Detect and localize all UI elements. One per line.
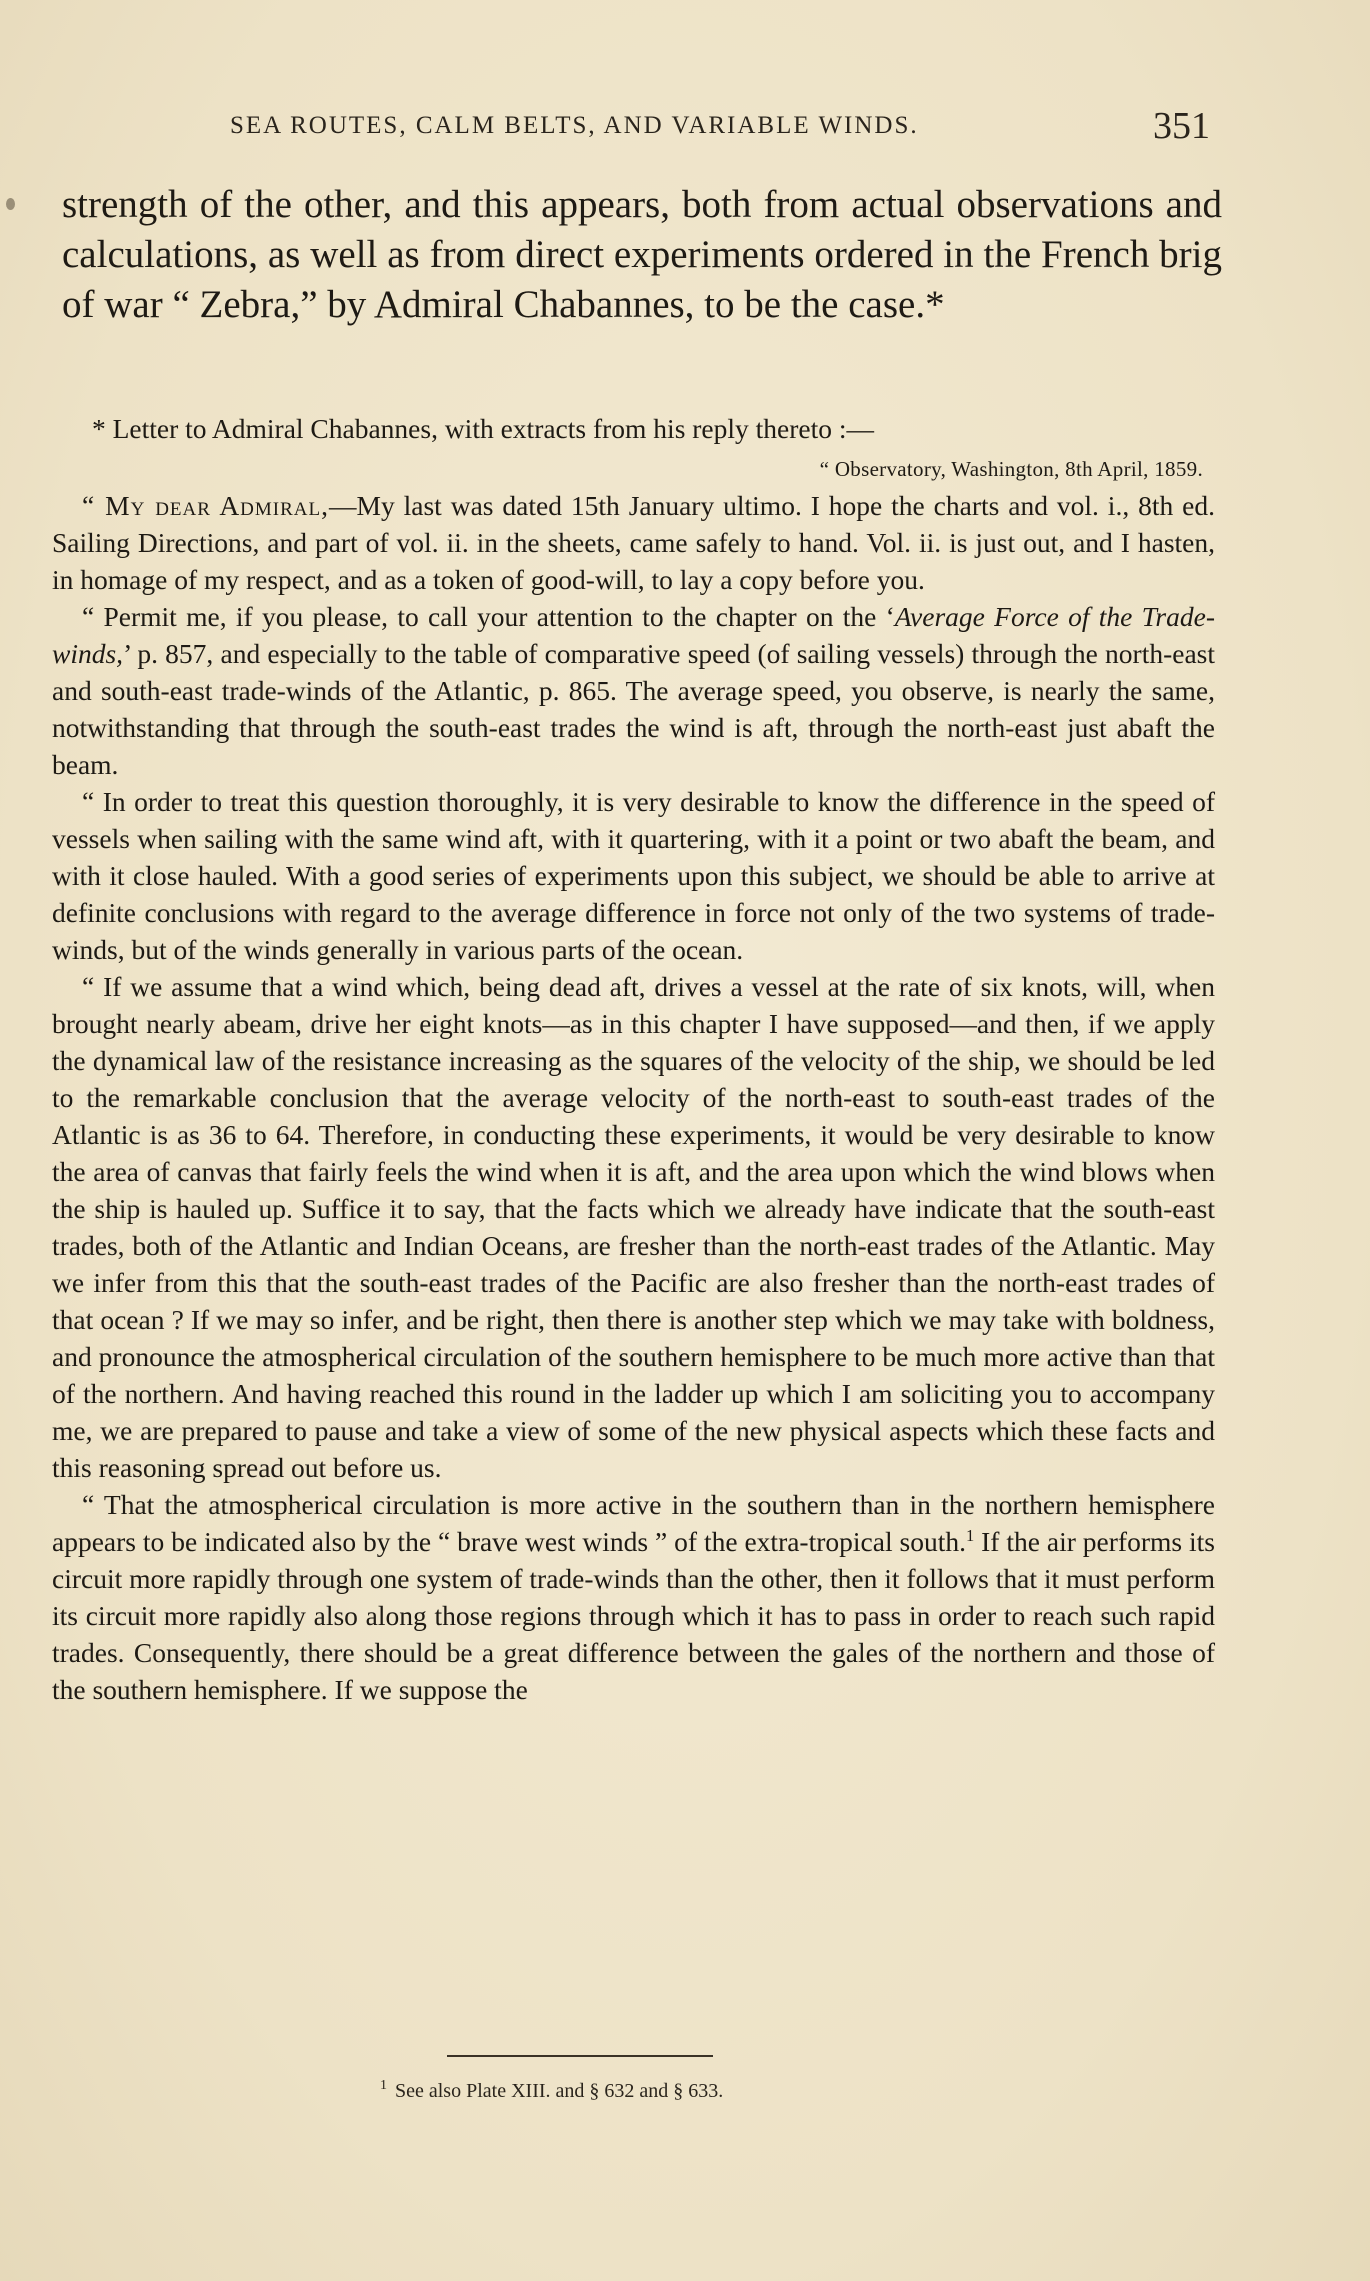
letter-paragraph-3: “ In order to treat this question thoroughly, it is very desirable to know the difference in the speed of vessels when sailing with the same wind aft, with it quartering, with it a point or two abaft the beam, and with it close hauled. With a good series of experiments upon this subject, we should be able to arrive at definite conclusions with regard to the average difference in force not only of the two systems of trade-winds, but of the winds generally in various parts of the ocean. — [52, 786, 1215, 965]
letter-paragraph-5-end: If the air performs its circuit more rapidly through one system of trade-winds than the other, then it follows that it must perform its circuit more rapidly also along those regions through which it has to pass in order to reach such rapid trades. Consequently, there should be a great difference between the gales of the northern and those of the southern hemisphere. If we suppose the — [52, 1526, 1215, 1705]
letter-paragraph-2-end: ’ p. 857, and especially to the table of comparative speed (of sailing vessels) through the north-east and south-east trade-winds of the Atlantic, p. 865. The average speed, you observe, is nearly the same, notwithstanding that through the south-east trades the wind is aft, through the north-east just abaft the beam. — [52, 638, 1215, 780]
running-title: SEA ROUTES, CALM BELTS, AND VARIABLE WINDS. — [230, 112, 919, 139]
lead-paragraph — [62, 180, 1222, 330]
footnote-rule — [447, 2055, 713, 2057]
running-head — [230, 104, 1210, 147]
letter-paragraph-1 — [52, 487, 1215, 598]
footnote-block — [52, 410, 1215, 1708]
letter-paragraph-2 — [52, 598, 1215, 783]
footnote-reference: 1 — [965, 1525, 975, 1545]
letter-dateline: “ Observatory, Washington, 8th April, 1859. — [819, 457, 1203, 481]
bottom-footnote-text: See also Plate XIII. and § 632 and § 633. — [395, 2080, 724, 2102]
letter-salutation: “ My dear Admiral, — [82, 490, 330, 521]
letter-paragraph-2-start: “ Permit me, if you please, to call your attention to the chapter on the ‘ — [82, 601, 895, 632]
bottom-footnote-marker: 1 — [380, 2078, 387, 2094]
page-number: 351 — [1153, 105, 1210, 147]
margin-mark — [6, 198, 15, 210]
lead-text: strength of the other, and this appears, both from actual observations and calculations, as well as from direct experiments ordered in the French brig of war “ Zebra,” by Admiral Chabannes, to be the case.* — [62, 183, 1222, 326]
footnote-intro: * Letter to Admiral Chabannes, with extracts from his reply thereto :— — [92, 413, 875, 444]
letter-paragraph-1-text: —My last was dated 15th January ultimo. I hope the charts and vol. i., 8th ed. Sailing Directions, and part of vol. ii. in the sheets, came safely to hand. Vol. ii. is just out, and I hasten, in homage of my respect, and as a token of good-will, to lay a copy before you. — [52, 490, 1216, 595]
letter-paragraph-4: “ If we assume that a wind which, being dead aft, drives a vessel at the rate of six knots, will, when brought nearly abeam, drive her eight knots—as in this chapter I have supposed—and then, if we apply the dynamical law of the resistance increasing as the squares of the velocity of the ship, we should be led to the remarkable conclusion that the average velocity of the north-east to south-east trades of the Atlantic is as 36 to 64. Therefore, in conducting these experiments, it would be very desirable to know the area of canvas that fairly feels the wind when it is aft, and the area upon which the wind blows when the ship is hauled up. Suffice it to say, that the facts which we already have indicate that the south-east trades, both of the Atlantic and Indian Oceans, are fresher than the north-east trades of the Atlantic. May we infer from this that the south-east trades of the Pacific are also fresher than the north-east trades of that ocean ? If we may so infer, and be right, then there is another step which we may take with boldness, and pronounce the atmospherical circulation of the southern hemisphere to be much more active than that of the northern. And having reached this round in the ladder up which I am soliciting you to accompany me, we are prepared to pause and take a view of some of the new physical aspects which these facts and this reasoning spread out before us. — [52, 971, 1215, 1483]
bottom-footnote — [380, 2080, 723, 2103]
chapter-title: Average Force of the Trade-winds, — [52, 601, 1215, 669]
letter-paragraph-5 — [52, 1486, 1215, 1708]
letter-paragraph-5-start: “ That the atmospherical circulation is more active in the southern than in the northern hemisphere appears to be indicated also by the “ brave west winds ” of the extra-tropical south. — [52, 1489, 1215, 1557]
